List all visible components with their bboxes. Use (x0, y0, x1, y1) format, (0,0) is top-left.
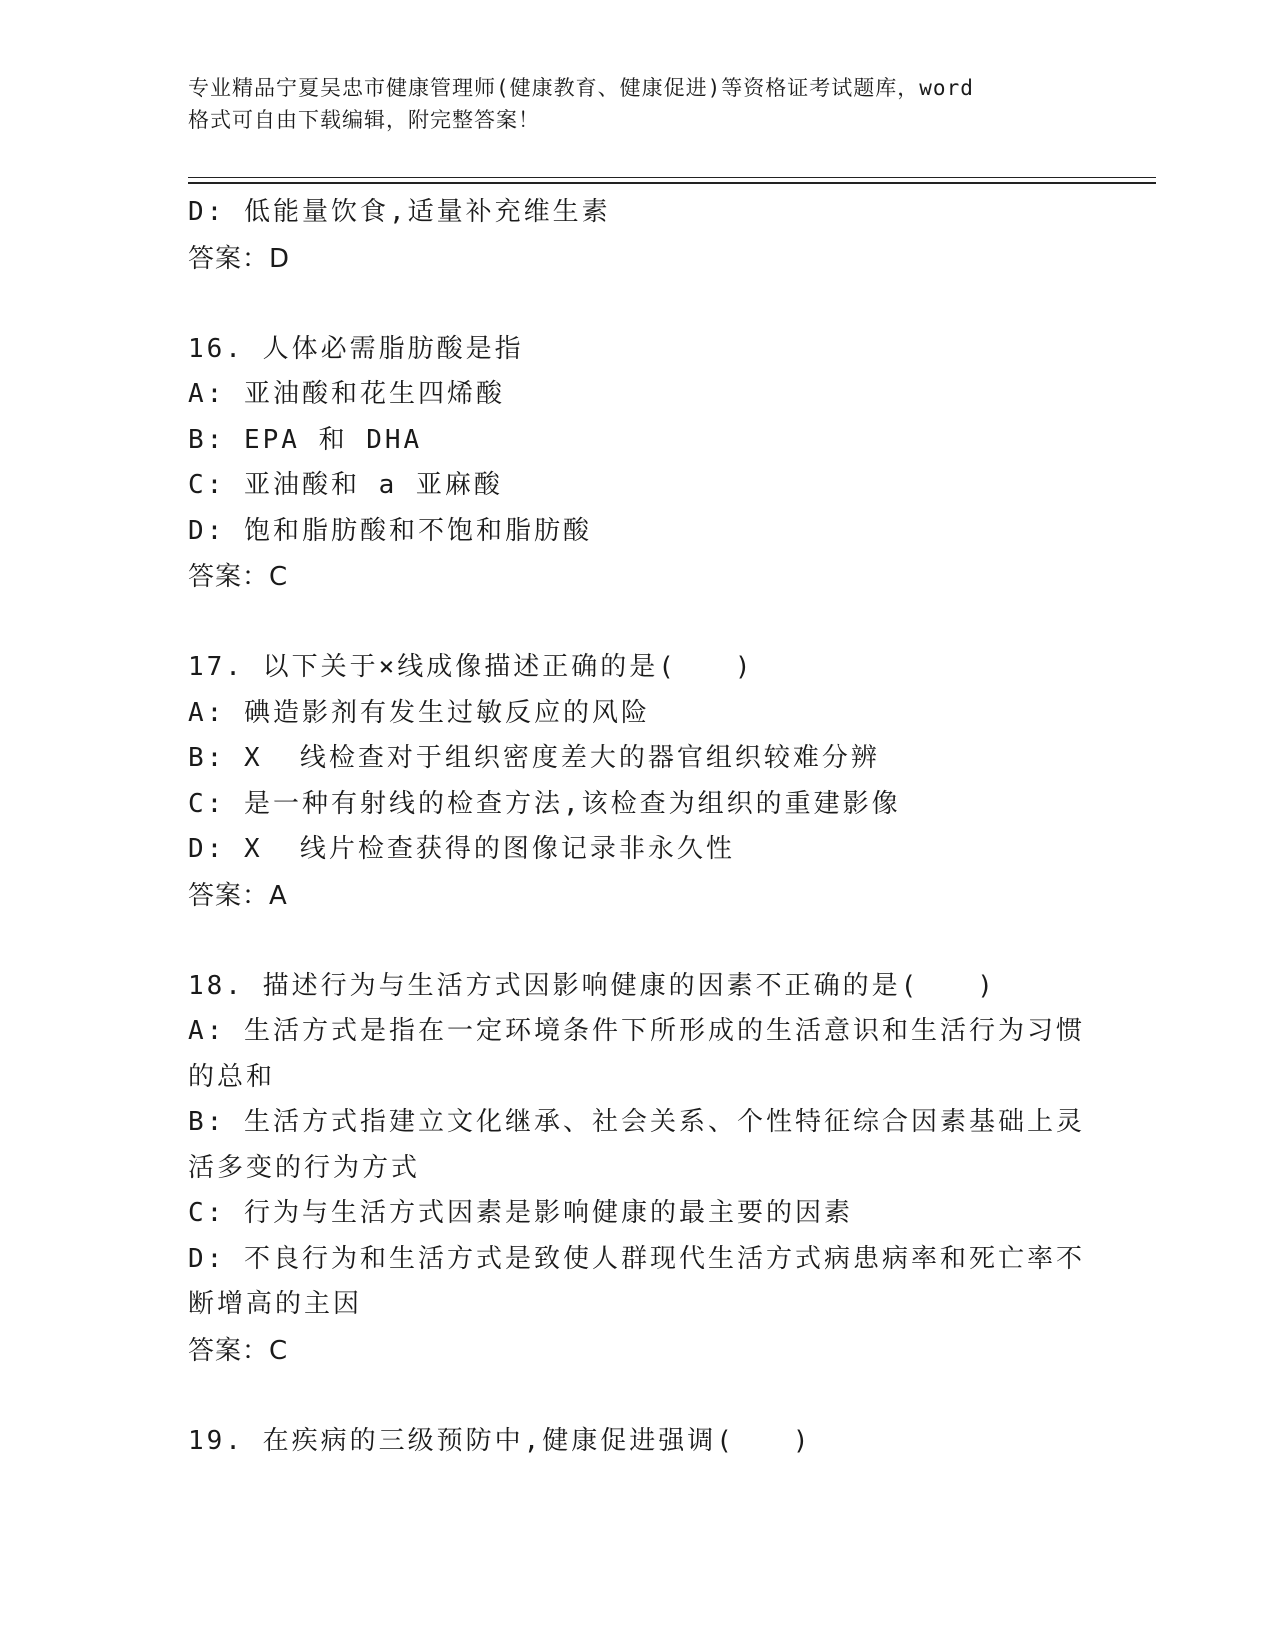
question-19 (188, 1419, 1088, 1465)
option-a: A: 碘造影剂有发生过敏反应的风险 (188, 697, 650, 728)
question-text: 19. 在疾病的三级预防中,健康促进强调( ) (188, 1425, 812, 1456)
option-a: A: 亚油酸和花生四烯酸 (188, 379, 505, 409)
option-d: D: 不良行为和生活方式是致使人群现代生活方式病患病率和死亡率不断增高的主因 (188, 1243, 1085, 1319)
option-c: C: 亚油酸和 a 亚麻酸 (188, 470, 503, 500)
question-text: 16. 人体必需脂肪酸是指 (188, 333, 524, 364)
option-d: D: 饱和脂肪酸和不饱和脂肪酸 (188, 515, 592, 546)
question-17 (188, 645, 1088, 919)
question-18 (188, 964, 1088, 1374)
question-16 (188, 327, 1088, 601)
question-text: 17. 以下关于×线成像描述正确的是( ) (188, 652, 754, 682)
option-d: D: 低能量饮食,适量补充维生素 (188, 197, 611, 227)
answer: 答案：C (188, 562, 289, 592)
option-b: B: EPA 和 DHA (188, 424, 423, 455)
option-c: C: 行为与生活方式因素是影响健康的最主要的因素 (188, 1198, 853, 1228)
question-15-tail (188, 190, 1088, 282)
document-header (188, 72, 1088, 136)
header-divider-thick (188, 182, 1156, 184)
option-b: B: 生活方式指建立文化继承、社会关系、个性特征综合因素基础上灵活多变的行为方式 (188, 1107, 1085, 1183)
question-list (188, 190, 1088, 1464)
answer: 答案：C (188, 1335, 289, 1366)
question-text: 18. 描述行为与生活方式因影响健康的因素不正确的是( ) (188, 970, 996, 1001)
option-a: A: 生活方式是指在一定环境条件下所形成的生活意识和生活行为习惯的总和 (188, 1016, 1085, 1092)
header-line-2: 格式可自由下载编辑，附完整答案！ (188, 108, 540, 132)
option-c: C: 是一种有射线的检查方法,该检查为组织的重建影像 (188, 788, 901, 819)
header-line-1: 专业精品宁夏吴忠市健康管理师(健康教育、健康促进)等资格证考试题库，word (188, 76, 974, 100)
answer: 答案：A (188, 880, 288, 911)
option-d: D: X 线片检查获得的图像记录非永久性 (188, 834, 735, 864)
option-b: B: X 线检查对于组织密度差大的器官组织较难分辨 (188, 743, 880, 773)
answer: 答案：D (188, 243, 291, 274)
header-divider-thin (188, 177, 1156, 178)
